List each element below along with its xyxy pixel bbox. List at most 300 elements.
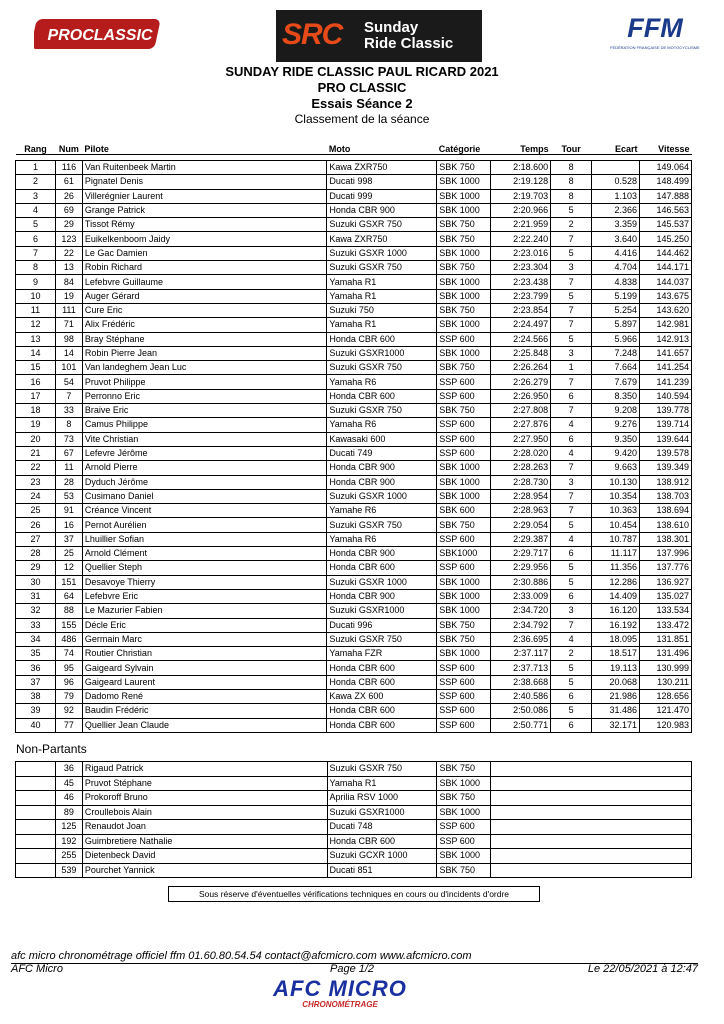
results-header-row (16, 143, 692, 155)
cell-moto: Honda CBR 900 (327, 203, 437, 217)
cell-ecart: 32.171 (592, 718, 640, 732)
cell-vitesse: 143.620 (640, 303, 692, 317)
cell-moto: Honda CBR 600 (327, 661, 437, 675)
cell-vitesse: 145.250 (640, 232, 692, 246)
cell-tour: 7 (551, 489, 592, 503)
cell-categorie: SBK 750 (437, 261, 491, 275)
cell-pilote: Lhuillier Sofian (82, 532, 326, 546)
cell-categorie: SSP 600 (437, 446, 491, 460)
cell-vitesse: 138.610 (640, 518, 692, 532)
cell-pilote: Tissot Rémy (82, 218, 326, 232)
src-logo-mark: SRC (282, 18, 343, 51)
cell-vitesse: 130.211 (640, 675, 692, 689)
cell-blank (491, 791, 692, 806)
cell-tour: 6 (551, 432, 592, 446)
cell-temps: 2:23.854 (491, 303, 551, 317)
cell-categorie: SBK 750 (437, 632, 491, 646)
cell-rang: 28 (16, 547, 56, 561)
cell-temps: 2:40.586 (491, 689, 551, 703)
cell-num: 92 (55, 704, 82, 718)
cell-categorie: SSP 600 (437, 418, 491, 432)
cell-categorie: SSP 600 (437, 718, 491, 732)
cell-vitesse: 137.776 (640, 561, 692, 575)
cell-categorie: SSP 600 (437, 675, 491, 689)
cell-vitesse: 139.349 (640, 461, 692, 475)
cell-num: 33 (55, 404, 82, 418)
cell-tour: 3 (551, 261, 592, 275)
page-titles (0, 64, 724, 126)
cell-blank (16, 834, 56, 849)
cell-rang: 40 (16, 718, 56, 732)
cell-moto: Ducati 851 (327, 863, 437, 878)
cell-moto: Ducati 748 (327, 820, 437, 835)
cell-num: 155 (55, 618, 82, 632)
cell-ecart: 10.787 (592, 532, 640, 546)
cell-pilote: Grange Patrick (82, 203, 326, 217)
cell-temps: 2:26.279 (491, 375, 551, 389)
list-item (16, 834, 692, 849)
table-row (16, 375, 692, 389)
cell-num: 61 (55, 175, 82, 189)
cell-num: 192 (55, 834, 82, 849)
table-row (16, 718, 692, 732)
cell-vitesse: 139.778 (640, 404, 692, 418)
results-table (15, 143, 692, 733)
table-row (16, 604, 692, 618)
cell-categorie: SBK1000 (437, 547, 491, 561)
cell-ecart: 21.986 (592, 689, 640, 703)
cell-pilote: Camus Philippe (82, 418, 326, 432)
cell-moto: Ducati 996 (327, 618, 437, 632)
cell-moto: Suzuki GSXR 750 (327, 632, 437, 646)
table-row (16, 389, 692, 403)
cell-moto: Honda CBR 900 (327, 475, 437, 489)
cell-pilote: Pourchet Yannick (82, 863, 327, 878)
cell-categorie: SSP 600 (437, 375, 491, 389)
cell-vitesse: 140.594 (640, 389, 692, 403)
col-header-categorie: Catégorie (437, 143, 491, 155)
cell-ecart: 5.897 (592, 318, 640, 332)
cell-categorie: SBK 1000 (437, 318, 491, 332)
table-row (16, 689, 692, 703)
footer-contact: afc micro chronométrage officiel ffm 01.60.80.54.54 contact@afcmicro.com www.afcmicro.com (11, 950, 472, 962)
cell-ecart: 9.208 (592, 404, 640, 418)
cell-categorie: SBK 1000 (437, 776, 491, 791)
cell-pilote: Le Gac Damien (82, 246, 326, 260)
cell-tour: 2 (551, 218, 592, 232)
table-row (16, 332, 692, 346)
list-item (16, 863, 692, 878)
cell-ecart: 4.704 (592, 261, 640, 275)
list-item (16, 791, 692, 806)
cell-moto: Yamahe R6 (327, 504, 437, 518)
cell-moto: Honda CBR 600 (327, 561, 437, 575)
cell-moto: Yamaha R6 (327, 418, 437, 432)
cell-moto: Kawasaki 600 (327, 432, 437, 446)
cell-moto: Yamaha R6 (327, 375, 437, 389)
cell-temps: 2:23.016 (491, 246, 551, 260)
cell-vitesse: 137.996 (640, 547, 692, 561)
list-item (16, 805, 692, 820)
cell-num: 64 (55, 589, 82, 603)
cell-pilote: Baudin Frédéric (82, 704, 326, 718)
cell-ecart: 19.113 (592, 661, 640, 675)
cell-num: 67 (55, 446, 82, 460)
table-row (16, 504, 692, 518)
cell-pilote: Pignatel Denis (82, 175, 326, 189)
cell-pilote: Desavoye Thierry (82, 575, 326, 589)
cell-temps: 2:28.954 (491, 489, 551, 503)
cell-temps: 2:18.600 (491, 161, 551, 175)
cell-rang: 9 (16, 275, 56, 289)
cell-vitesse: 139.714 (640, 418, 692, 432)
cell-num: 116 (55, 161, 82, 175)
table-row (16, 446, 692, 460)
cell-pilote: Renaudot Joan (82, 820, 327, 835)
cell-categorie: SSP 600 (437, 389, 491, 403)
cell-tour: 1 (551, 361, 592, 375)
cell-ecart: 10.454 (592, 518, 640, 532)
cell-num: 46 (55, 791, 82, 806)
cell-moto: Suzuki 750 (327, 303, 437, 317)
cell-tour: 6 (551, 389, 592, 403)
cell-tour: 4 (551, 632, 592, 646)
cell-categorie: SBK 750 (437, 161, 491, 175)
cell-moto: Yamaha R6 (327, 532, 437, 546)
cell-vitesse: 121.470 (640, 704, 692, 718)
cell-temps: 2:33.009 (491, 589, 551, 603)
cell-blank (491, 805, 692, 820)
table-row (16, 675, 692, 689)
cell-tour: 8 (551, 175, 592, 189)
cell-pilote: Gaigeard Laurent (82, 675, 326, 689)
cell-blank (16, 849, 56, 864)
cell-categorie: SBK 1000 (437, 805, 491, 820)
cell-pilote: Cure Eric (82, 303, 326, 317)
cell-temps: 2:27.808 (491, 404, 551, 418)
cell-rang: 27 (16, 532, 56, 546)
cell-pilote: Perronno Eric (82, 389, 326, 403)
cell-categorie: SBK 1000 (437, 175, 491, 189)
table-row (16, 218, 692, 232)
cell-vitesse: 141.254 (640, 361, 692, 375)
table-row (16, 161, 692, 175)
cell-rang: 12 (16, 318, 56, 332)
cell-categorie: SBK 750 (437, 863, 491, 878)
cell-num: 84 (55, 275, 82, 289)
table-row (16, 518, 692, 532)
table-row (16, 232, 692, 246)
cell-ecart: 3.640 (592, 232, 640, 246)
cell-temps: 2:26.950 (491, 389, 551, 403)
cell-num: 73 (55, 432, 82, 446)
cell-num: 111 (55, 303, 82, 317)
cell-rang: 17 (16, 389, 56, 403)
cell-blank (491, 762, 692, 777)
cell-pilote: Bray Stéphane (82, 332, 326, 346)
cell-rang: 30 (16, 575, 56, 589)
cell-rang: 16 (16, 375, 56, 389)
cell-rang: 39 (16, 704, 56, 718)
list-item (16, 849, 692, 864)
cell-temps: 2:28.730 (491, 475, 551, 489)
cell-pilote: Pruvot Stéphane (82, 776, 327, 791)
cell-temps: 2:37.117 (491, 647, 551, 661)
cell-temps: 2:19.128 (491, 175, 551, 189)
cell-categorie: SBK 750 (437, 762, 491, 777)
table-row (16, 361, 692, 375)
cell-vitesse: 146.563 (640, 203, 692, 217)
cell-num: 11 (55, 461, 82, 475)
cell-temps: 2:28.263 (491, 461, 551, 475)
cell-num: 7 (55, 389, 82, 403)
cell-pilote: Créance Vincent (82, 504, 326, 518)
cell-temps: 2:21.959 (491, 218, 551, 232)
cell-categorie: SBK 750 (437, 232, 491, 246)
cell-pilote: Croullebois Alain (82, 805, 327, 820)
cell-vitesse: 131.496 (640, 647, 692, 661)
cell-vitesse: 143.675 (640, 289, 692, 303)
table-row (16, 246, 692, 260)
cell-tour: 7 (551, 318, 592, 332)
cell-moto: Honda CBR 900 (327, 589, 437, 603)
cell-ecart: 11.117 (592, 547, 640, 561)
cell-temps: 2:28.020 (491, 446, 551, 460)
cell-temps: 2:30.886 (491, 575, 551, 589)
cell-temps: 2:27.876 (491, 418, 551, 432)
cell-ecart: 14.409 (592, 589, 640, 603)
cell-pilote: Prokoroff Bruno (82, 791, 327, 806)
cell-num: 88 (55, 604, 82, 618)
src-logo (276, 10, 482, 62)
cell-rang: 22 (16, 461, 56, 475)
cell-rang: 19 (16, 418, 56, 432)
cell-rang: 13 (16, 332, 56, 346)
cell-moto: Honda CBR 600 (327, 834, 437, 849)
cell-num: 45 (55, 776, 82, 791)
cell-pilote: Villerégnier Laurent (82, 189, 326, 203)
cell-ecart: 7.679 (592, 375, 640, 389)
cell-num: 101 (55, 361, 82, 375)
cell-tour: 5 (551, 203, 592, 217)
cell-moto: Suzuki GSXR 750 (327, 261, 437, 275)
cell-vitesse: 142.913 (640, 332, 692, 346)
cell-ecart: 9.420 (592, 446, 640, 460)
cell-num: 91 (55, 504, 82, 518)
cell-num: 98 (55, 332, 82, 346)
table-row (16, 175, 692, 189)
cell-categorie: SBK 1000 (437, 604, 491, 618)
table-row (16, 432, 692, 446)
cell-rang: 11 (16, 303, 56, 317)
cell-rang: 24 (16, 489, 56, 503)
table-row (16, 475, 692, 489)
cell-num: 54 (55, 375, 82, 389)
cell-rang: 37 (16, 675, 56, 689)
cell-tour: 7 (551, 461, 592, 475)
afc-micro-logo (270, 976, 410, 1016)
cell-ecart: 4.838 (592, 275, 640, 289)
cell-categorie: SBK 750 (437, 791, 491, 806)
cell-ecart: 16.192 (592, 618, 640, 632)
proclassic-logo-text: PROCLASSIC (47, 27, 153, 44)
table-row (16, 346, 692, 360)
table-row (16, 289, 692, 303)
cell-num: 89 (55, 805, 82, 820)
cell-ecart: 1.103 (592, 189, 640, 203)
cell-tour: 2 (551, 647, 592, 661)
table-row (16, 189, 692, 203)
cell-vitesse: 145.537 (640, 218, 692, 232)
cell-categorie: SBK 1000 (437, 647, 491, 661)
table-row (16, 532, 692, 546)
cell-ecart: 5.254 (592, 303, 640, 317)
cell-categorie: SBK 1000 (437, 189, 491, 203)
cell-moto: Honda CBR 900 (327, 547, 437, 561)
cell-moto: Yamaha R1 (327, 318, 437, 332)
cell-rang: 4 (16, 203, 56, 217)
cell-tour: 4 (551, 446, 592, 460)
cell-tour: 4 (551, 532, 592, 546)
col-header-num: Num (55, 143, 82, 155)
cell-categorie: SSP 600 (437, 834, 491, 849)
cell-temps: 2:34.720 (491, 604, 551, 618)
footer-company: AFC Micro (11, 963, 63, 975)
cell-temps: 2:38.668 (491, 675, 551, 689)
cell-rang: 33 (16, 618, 56, 632)
cell-ecart: 5.966 (592, 332, 640, 346)
cell-categorie: SSP 600 (437, 532, 491, 546)
table-row (16, 575, 692, 589)
table-row (16, 647, 692, 661)
cell-vitesse: 149.064 (640, 161, 692, 175)
cell-tour: 7 (551, 275, 592, 289)
cell-categorie: SBK 1000 (437, 589, 491, 603)
cell-rang: 8 (16, 261, 56, 275)
table-row (16, 589, 692, 603)
list-item (16, 776, 692, 791)
cell-tour: 7 (551, 303, 592, 317)
cell-moto: Suzuki GSXR 750 (327, 361, 437, 375)
cell-temps: 2:50.771 (491, 718, 551, 732)
cell-moto: Suzuki GSXR1000 (327, 346, 437, 360)
table-row (16, 704, 692, 718)
cell-num: 13 (55, 261, 82, 275)
cell-pilote: Le Mazurier Fabien (82, 604, 326, 618)
event-title: SUNDAY RIDE CLASSIC PAUL RICARD 2021 (225, 64, 499, 79)
cell-categorie: SBK 750 (437, 404, 491, 418)
cell-temps: 2:24.566 (491, 332, 551, 346)
cell-pilote: Lefebvre Guillaume (82, 275, 326, 289)
non-partants-body (16, 762, 692, 878)
cell-categorie: SBK 750 (437, 518, 491, 532)
table-row (16, 489, 692, 503)
afc-micro-logo-subtitle: CHRONOMÉTRAGE (302, 1000, 378, 1009)
cell-num: 151 (55, 575, 82, 589)
cell-pilote: Van landeghem Jean Luc (82, 361, 326, 375)
cell-rang: 2 (16, 175, 56, 189)
cell-pilote: Gaigeard Sylvain (82, 661, 326, 675)
cell-num: 8 (55, 418, 82, 432)
cell-categorie: SSP 600 (437, 820, 491, 835)
cell-moto: Honda CBR 600 (327, 704, 437, 718)
cell-tour: 7 (551, 504, 592, 518)
cell-temps: 2:23.304 (491, 261, 551, 275)
cell-moto: Suzuki GSXR 750 (327, 762, 437, 777)
cell-blank (16, 776, 56, 791)
cell-rang: 21 (16, 446, 56, 460)
cell-num: 53 (55, 489, 82, 503)
cell-moto: Suzuki GCXR 1000 (327, 849, 437, 864)
src-logo-text (364, 20, 453, 52)
cell-temps: 2:37.713 (491, 661, 551, 675)
cell-tour: 3 (551, 346, 592, 360)
cell-tour: 6 (551, 589, 592, 603)
cell-categorie: SBK 750 (437, 618, 491, 632)
cell-categorie: SSP 600 (437, 661, 491, 675)
cell-vitesse: 144.037 (640, 275, 692, 289)
cell-blank (16, 762, 56, 777)
cell-moto: Yamaha R1 (327, 275, 437, 289)
cell-temps: 2:23.799 (491, 289, 551, 303)
cell-vitesse: 133.472 (640, 618, 692, 632)
cell-ecart (592, 161, 640, 175)
cell-temps: 2:27.950 (491, 432, 551, 446)
cell-moto: Ducati 749 (327, 446, 437, 460)
cell-pilote: Lefevre Jérôme (82, 446, 326, 460)
cell-num: 486 (55, 632, 82, 646)
cell-moto: Kawa ZX 600 (327, 689, 437, 703)
cell-moto: Honda CBR 600 (327, 332, 437, 346)
cell-num: 125 (55, 820, 82, 835)
src-logo-line2: Ride Classic (364, 35, 454, 52)
cell-vitesse: 131.851 (640, 632, 692, 646)
cell-temps: 2:36.695 (491, 632, 551, 646)
cell-tour: 5 (551, 704, 592, 718)
cell-ecart: 18.517 (592, 647, 640, 661)
cell-num: 36 (55, 762, 82, 777)
cell-pilote: Robin Richard (82, 261, 326, 275)
cell-vitesse: 141.239 (640, 375, 692, 389)
col-header-ecart: Ecart (592, 143, 640, 155)
cell-num: 539 (55, 863, 82, 878)
cell-rang: 5 (16, 218, 56, 232)
cell-pilote: Auger Gérard (82, 289, 326, 303)
cell-moto: Suzuki GSXR1000 (327, 805, 437, 820)
cell-num: 28 (55, 475, 82, 489)
cell-rang: 20 (16, 432, 56, 446)
cell-categorie: SBK 1000 (437, 203, 491, 217)
cell-rang: 38 (16, 689, 56, 703)
cell-pilote: Dyduch Jérôme (82, 475, 326, 489)
cell-moto: Suzuki GSXR 1000 (327, 246, 437, 260)
cell-tour: 3 (551, 604, 592, 618)
cell-pilote: Alix Frédéric (82, 318, 326, 332)
cell-temps: 2:20.966 (491, 203, 551, 217)
col-header-temps: Temps (491, 143, 551, 155)
cell-tour: 7 (551, 618, 592, 632)
cell-ecart: 9.276 (592, 418, 640, 432)
cell-moto: Honda CBR 600 (327, 389, 437, 403)
cell-rang: 36 (16, 661, 56, 675)
cell-num: 19 (55, 289, 82, 303)
cell-pilote: Pernot Aurélien (82, 518, 326, 532)
cell-vitesse: 147.888 (640, 189, 692, 203)
cell-vitesse: 138.912 (640, 475, 692, 489)
cell-tour: 7 (551, 375, 592, 389)
cell-num: 96 (55, 675, 82, 689)
footer-page-number: Page 1/2 (330, 963, 375, 975)
